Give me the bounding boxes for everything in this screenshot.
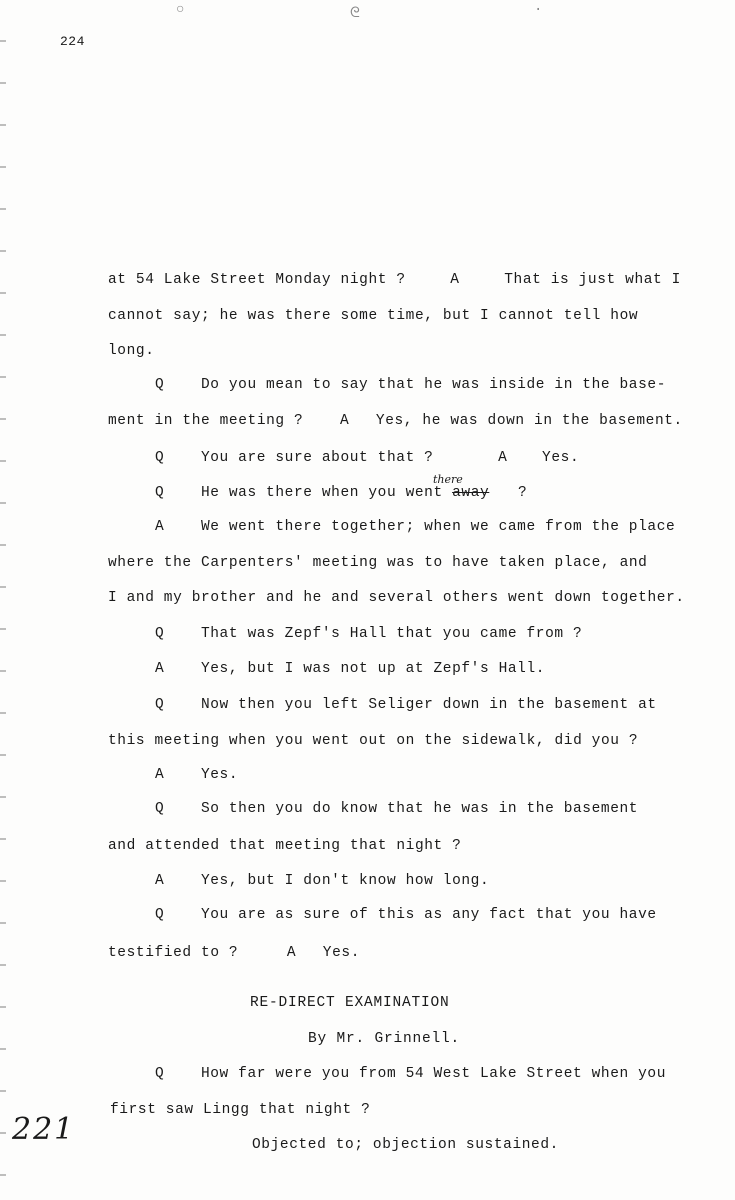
text: Now then you left Seliger down in the basement at — [200, 697, 657, 713]
transcript-line — [108, 272, 681, 288]
text: Do you mean to say that he was inside in the base- — [200, 377, 667, 393]
text: Yes. — [200, 767, 239, 783]
text: He was there when you went — [200, 485, 443, 501]
text: That was Zepf's Hall that you came from ? — [200, 626, 583, 642]
page-number: 224 — [60, 34, 85, 49]
transcript-line — [108, 945, 360, 961]
answer-marker: A — [155, 661, 165, 677]
answer-marker: A — [450, 272, 460, 288]
transcript-line — [155, 661, 545, 677]
question-marker: Q — [155, 907, 165, 923]
transcript-line — [155, 767, 238, 783]
punch-hole-icon: ○ — [176, 2, 185, 18]
text: ? — [517, 485, 528, 501]
handwritten-insert: there — [433, 473, 463, 486]
answer-marker: A — [155, 767, 165, 783]
answer-marker: A — [339, 413, 350, 429]
answer-marker: A — [155, 873, 165, 889]
question-marker: Q — [155, 450, 165, 466]
ruling-line: Objected to; objection sustained. — [252, 1137, 559, 1153]
transcript-line: this meeting when you went out on the sidewalk, did you ? — [108, 733, 639, 749]
punch-hole-icon: · — [534, 2, 543, 18]
transcript-line: first saw Lingg that night ? — [110, 1102, 371, 1118]
transcript-line — [155, 697, 657, 713]
text: That is just what I — [504, 272, 681, 288]
question-marker: Q — [155, 485, 165, 501]
answer-marker: A — [155, 519, 165, 535]
transcript-line — [155, 907, 657, 923]
transcript-line — [155, 801, 638, 817]
text: ment in the meeting ? — [108, 413, 304, 429]
question-marker: Q — [155, 697, 165, 713]
handwritten-margin-number: 221 — [12, 1112, 76, 1147]
transcript-line: where the Carpenters' meeting was to have taken place, and — [108, 555, 648, 571]
transcript-line — [155, 377, 666, 393]
transcript-line: cannot say; he was there some time, but I cannot tell how — [108, 308, 639, 324]
transcript-line: long. — [108, 343, 155, 359]
question-marker: Q — [155, 1066, 165, 1082]
text: How far were you from 54 West Lake Street when you — [200, 1066, 667, 1082]
struck-word: away — [452, 485, 490, 501]
transcript-line: I and my brother and he and several others went down together. — [108, 590, 685, 606]
transcript-line — [155, 450, 579, 466]
transcript-line — [108, 413, 683, 429]
question-marker: Q — [155, 801, 165, 817]
transcript-line: and attended that meeting that night ? — [108, 838, 462, 854]
transcript-line — [155, 873, 489, 889]
examiner-line: By Mr. Grinnell. — [308, 1031, 461, 1047]
text: So then you do know that he was in the basement — [200, 801, 639, 817]
question-marker: Q — [155, 626, 165, 642]
transcript-line — [155, 1066, 666, 1082]
text: Yes, but I was not up at Zepf's Hall. — [200, 661, 546, 677]
text: at 54 Lake Street Monday night ? — [108, 272, 406, 288]
answer-marker: A — [498, 450, 508, 466]
text: Yes, but I don't know how long. — [200, 873, 490, 889]
text: We went there together; when we came from the place — [200, 519, 676, 535]
transcript-line — [155, 519, 675, 535]
section-heading: RE-DIRECT EXAMINATION — [250, 995, 450, 1011]
text: You are sure about that ? — [200, 450, 434, 466]
question-marker: Q — [155, 377, 165, 393]
text: Yes. — [322, 945, 361, 961]
text: You are as sure of this as any fact that you have — [200, 907, 657, 923]
page-edge-marks — [0, 0, 6, 1200]
text: Yes, he was down in the basement. — [375, 413, 683, 429]
text: Yes. — [542, 450, 580, 466]
answer-marker: A — [286, 945, 297, 961]
transcript-line — [155, 626, 582, 642]
punch-hole-icon: ᘓ — [350, 6, 360, 22]
text: testified to ? — [108, 945, 239, 961]
transcript-line — [155, 485, 527, 501]
